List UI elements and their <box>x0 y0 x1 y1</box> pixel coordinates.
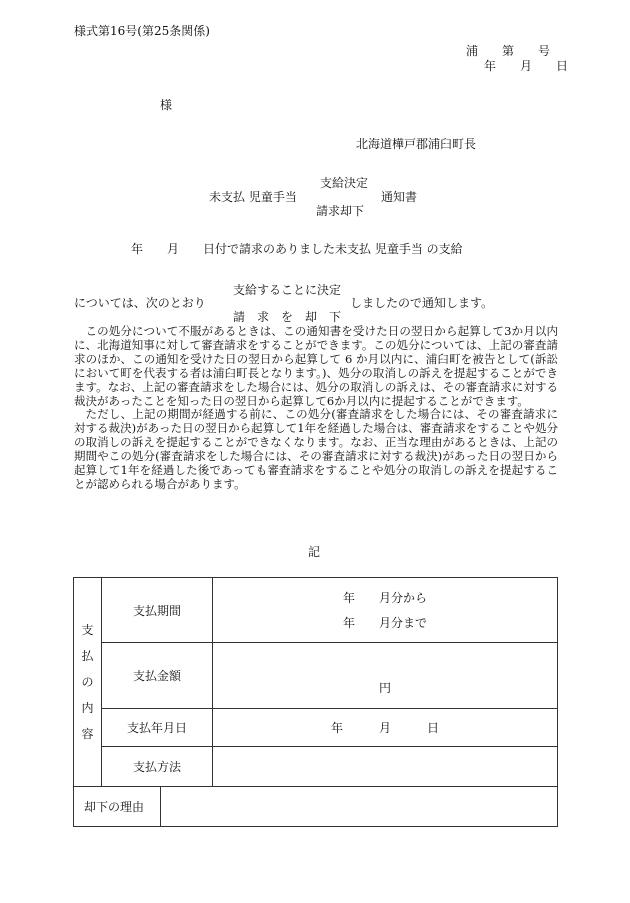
title-suffix: 通知書 <box>381 190 418 204</box>
payment-period-from: 年 月分から <box>343 591 428 606</box>
addressee-suffix: 様 <box>160 98 173 112</box>
payment-contents-label: 支 払 の 内 容 <box>74 578 102 787</box>
decision-line-prefix: については、次のとおり <box>74 296 206 310</box>
issue-date: 年 月 日 <box>484 59 569 73</box>
payment-amount-label: 支払金額 <box>102 643 213 708</box>
payment-period-field[interactable] <box>213 578 558 643</box>
decision-option-rejection: 請 求 を 却 下 <box>233 310 342 324</box>
appeal-paragraph-1: この処分について不服があるときは、この通知書を受けた日の翌日から起算して3か月以内に、北海道知事に対して審査請求をすることができます。この処分については、上記の審査請求のほか、この通知を受けた日の翌日から起算して 6 か月以内に、浦臼町を被告として(訴訟において町を代表する者は浦臼町長となります。)、処分の取消しの訴えを提起することができます。なお、上記の審査請求をした場合には、処分の取消しの訴えは、その審査請求に対する裁決があったことを知った日の翌日から起算して6か月以内に提起することができます。 <box>74 324 558 408</box>
request-line: 年 月 日付で請求のありました未支払 児童手当 の支給 <box>131 242 463 256</box>
title-option-decision: 支給決定 <box>320 176 369 190</box>
decision-option-decision: 支給することに決定 <box>233 283 342 297</box>
payment-date-label: 支払年月日 <box>102 708 213 746</box>
yen-unit: 円 <box>379 680 392 695</box>
issuer-name: 北海道樺戸郡浦臼町長 <box>356 137 477 151</box>
title-prefix: 未支払 児童手当 <box>209 190 297 204</box>
payment-method-label: 支払方法 <box>102 746 213 786</box>
payment-details-table <box>73 577 558 827</box>
appeal-paragraph-2: ただし、上記の期間が経過する前に、この処分(審査請求をした場合には、その審査請求に対する裁決)があった日の翌日から起算して1年を経過した場合は、審査請求をすることや処分の取消しの訴えを提起することができなくなります。なお、正当な理由があるときは、上記の期間やこの処分(審査請求をした場合には、その審査請求に対する裁決)があった日の翌日から起算して1年を経過した後であっても審査請求をすることや処分の取消しの訴えを提起することが認められる場合があります。 <box>74 407 558 491</box>
payment-period-label: 支払期間 <box>102 578 213 643</box>
rejection-reason-label: 却下の理由 <box>74 786 161 826</box>
payment-period-to: 年 月分まで <box>343 616 428 631</box>
payment-method-field[interactable] <box>213 746 558 786</box>
form-number: 様式第16号(第25条関係) <box>74 24 210 38</box>
document-number: 浦 第 号 <box>466 44 551 58</box>
rejection-reason-field[interactable] <box>161 786 558 826</box>
payment-amount-field[interactable] <box>213 643 558 708</box>
payment-date-field[interactable]: 年 月 日 <box>213 708 558 746</box>
title-option-rejection: 請求却下 <box>316 204 365 218</box>
appeal-notice-text <box>74 325 558 492</box>
decision-line-suffix: しましたので通知します。 <box>350 296 494 310</box>
ki-marker: 記 <box>308 545 321 559</box>
